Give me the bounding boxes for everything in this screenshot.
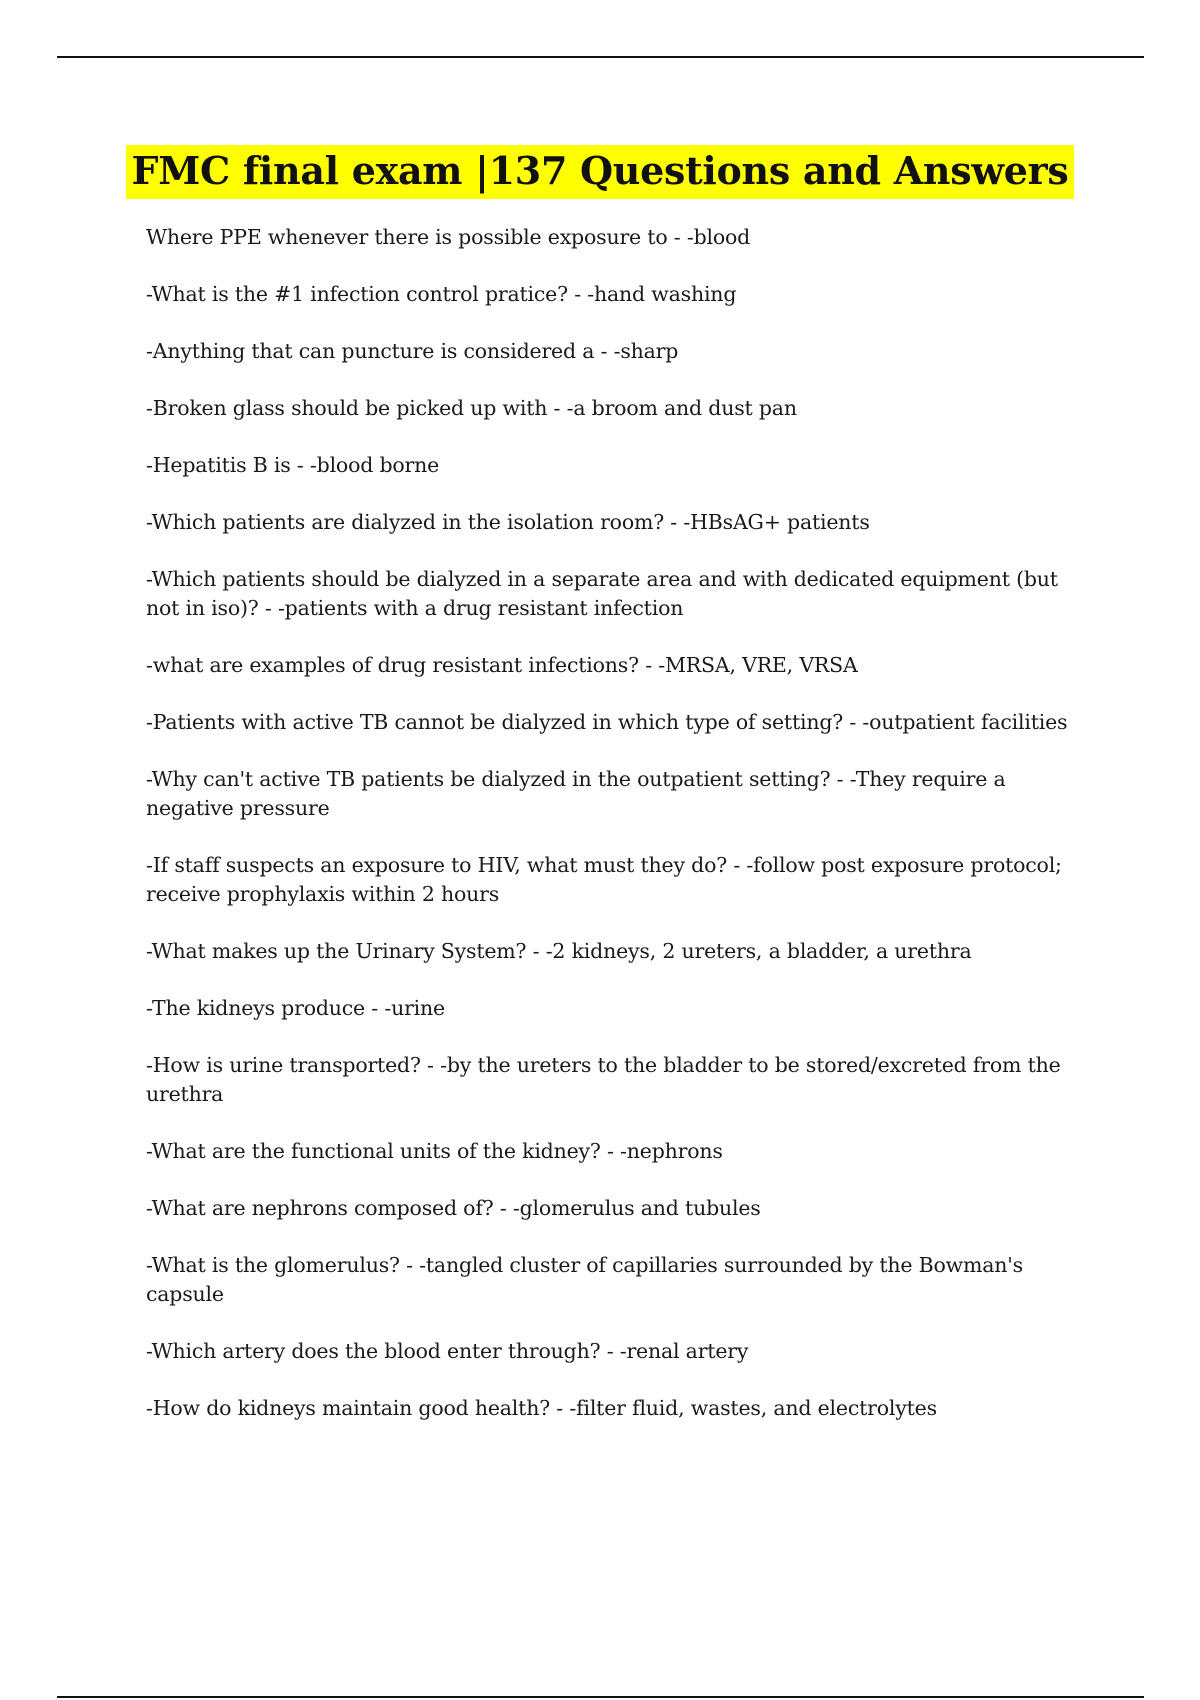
qa-list [146, 223, 1086, 1451]
list-item: -Which patients should be dialyzed in a separate area and with dedicated equipment (but not in iso)? - -patients with a drug resistant infection [146, 567, 1058, 620]
list-item: -How is urine transported? - -by the ureters to the bladder to be stored/excreted from the urethra [146, 1053, 1061, 1106]
list-item: -If staff suspects an exposure to HIV, what must they do? - -follow post exposure protocol; receive prophylaxis within 2 hours [146, 853, 1062, 906]
list-item: -Anything that can puncture is considered a - -sharp [146, 339, 679, 363]
list-item: -Which artery does the blood enter through? - -renal artery [146, 1339, 749, 1363]
page-title: FMC final exam |137 Questions and Answers [126, 145, 1075, 199]
list-item: -What makes up the Urinary System? - -2 kidneys, 2 ureters, a bladder, a urethra [146, 939, 972, 963]
list-item: -Why can't active TB patients be dialyzed in the outpatient setting? - -They require a negative pressure [146, 767, 1006, 820]
list-item: -What are nephrons composed of? - -glomerulus and tubules [146, 1196, 761, 1220]
list-item: -what are examples of drug resistant infections? - -MRSA, VRE, VRSA [146, 653, 858, 677]
list-item: -Hepatitis B is - -blood borne [146, 453, 440, 477]
list-item: -What is the #1 infection control pratice? - -hand washing [146, 282, 737, 306]
list-item: -What is the glomerulus? - -tangled cluster of capillaries surrounded by the Bowman's capsule [146, 1253, 1023, 1306]
bottom-rule [57, 1696, 1144, 1698]
list-item: -Patients with active TB cannot be dialyzed in which type of setting? - -outpatient facilities [146, 710, 1068, 734]
list-item: -The kidneys produce - -urine [146, 996, 445, 1020]
list-item: Where PPE whenever there is possible exposure to - -blood [146, 225, 751, 249]
list-item: -How do kidneys maintain good health? - -filter fluid, wastes, and electrolytes [146, 1396, 937, 1420]
list-item: -Broken glass should be picked up with - -a broom and dust pan [146, 396, 797, 420]
list-item: -Which patients are dialyzed in the isolation room? - -HBsAG+ patients [146, 510, 870, 534]
top-rule [57, 56, 1144, 58]
list-item: -What are the functional units of the kidney? - -nephrons [146, 1139, 723, 1163]
title-container [0, 145, 1200, 199]
